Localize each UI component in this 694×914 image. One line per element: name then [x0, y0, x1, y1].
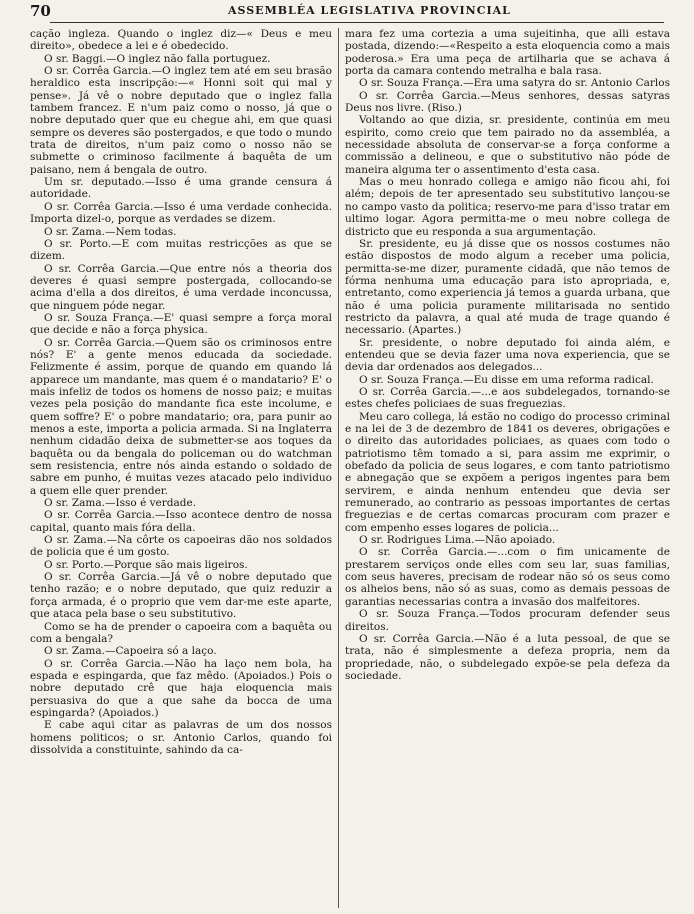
- paragraph: O sr. Corrêa Garcia.—Não ha laço nem bola, ha espada e espingarda, que faz mêdo. (Apoiados.) Pois o nobre deputado crê que haja eloquencia mais persuasiva do que a que sahe da bocca de uma espingarda? (Apoiados.): [30, 657, 332, 719]
- paragraph: O sr. Corrêa Garcia.—Que entre nós a theoria dos deveres é quasi sempre postergada, collocando-se acima d'ella a dos direitos, é uma verdade inconcussa, que ninguem póde negar.: [30, 262, 332, 312]
- paragraph: Sr. presidente, o nobre deputado foi ainda além, e entendeu que se devia fazer uma nova experiencia, que se devia dar ordenados aos delegados...: [345, 336, 670, 374]
- paragraph: O sr. Zama.—Isso é verdade.: [44, 497, 197, 510]
- paragraph: E cabe aqui citar as palavras de um dos nossos homens politicos; o sr. Antonio Carlos, quando foi dissolvida a constituinte, sahindo da ca-: [30, 719, 332, 756]
- paragraph: O sr. Souza França.—Era uma satyra do sr. Antonio Carlos: [359, 77, 670, 90]
- paragraph: Voltando ao que dizia, sr. presidente, continúa em meu espirito, como creio que tem pairado no da assembléa, a necessidade absoluta de conservar-se a força conforme a commissão a delineou, e que o substitutivo não póde de maneira alguma ter o assentimento d'esta casa.: [345, 114, 670, 176]
- paragraph: O sr. Porto.—Porque são mais ligeiros.: [44, 558, 248, 571]
- paragraph: Mas o meu honrado collega e amigo não ficou ahi, foi além; depois de ter apresentado seu substitutivo lançou-se no campo vasto da politica; reservo-me para d'isso tratar em ultimo logar. Agora permitta-me o meu nobre collega de districto que eu responda a sua argumentação.: [345, 176, 670, 238]
- paragraph: O sr. Corrêa Garcia.—Quem são os criminosos entre nós? E' a gente menos educada da sociedade. Felizmente é assim, porque de quando em quando lá apparece um mandante, mas quem é o mandatario? E' o mais infeliz de todos os homens de nosso paiz; e muitas vezes pela posição do mandante fica este incolume, e quem soffre? E' o pobre mandatario; ora, para punir ao menos a este, importa a policia armada. Si na Inglaterra nenhum cidadão deixa de submetter-se aos toques da baquêta ou da bengala do policeman ou do watchman sem resistencia, entre nós ainda estando o soldado de sabre em punho, é muitas vezes atacado pelo individuo a quem elle quer prender.: [30, 336, 332, 497]
- paragraph: O sr. Porto.—E com muitas restricções as que se dizem.: [30, 237, 332, 263]
- left-column: [30, 28, 332, 912]
- running-title: ASSEMBLÉA LEGISLATIVA PROVINCIAL: [228, 4, 511, 17]
- paragraph: O sr. Corrêa Garcia.—Isso acontece dentro de nossa capital, quanto mais fóra della.: [30, 509, 332, 534]
- paragraph: O sr. Corrêa Garcia.—Meus senhores, dessas satyras Deus nos livre. (Riso.): [345, 89, 670, 115]
- paragraph: O sr. Zama.—Nem todas.: [44, 225, 177, 238]
- paragraph: O sr. Souza França.—Todos procuram defender seus direitos.: [345, 608, 670, 633]
- paragraph: Meu caro collega, lá estão no codigo do processo criminal e na lei de 3 de dezembro de 1841 os deveres, obrigações e o direito das autoridades policiaes, as quaes com todo o patriotismo têm tomado a si, para assim me exprimir, o obefado da policia de seus logares, e com tanto patriotismo e abnegação que se expõem a perigos ingentes para bem servirem, e ainda nenhum entendeu que devia ser remunerado, ao contrario as pessoas importantes de certas freguezias e de certas comarcas procuram com prazer e com empenho esses logares de policia...: [345, 410, 670, 534]
- paragraph: O sr. Rodrigues Lima.—Não apoiado.: [359, 534, 556, 547]
- paragraph: Sr. presidente, eu já disse que os nossos costumes não estão dispostos de modo algum a receber uma policia, permitta-se-me dizer, puramente cidadã, que não temos de fórma nenhuma uma educação para isto apropriada, e, entretanto, como experiencia já temos a guarda urbana, que não é uma policia puramente militarisada no sentido restricto da palavra, a qual até muda de trage quando é necessario. (Apartes.): [345, 237, 670, 337]
- paragraph: O sr. Souza França.—Eu disse em uma reforma radical.: [359, 373, 654, 386]
- paragraph: O sr. Baggi.—O inglez não falla portuguez.: [44, 52, 271, 65]
- paragraph: Como se ha de prender o capoeira com a baquêta ou com a bengala?: [30, 620, 332, 645]
- paragraph: O sr. Corrêa Garcia.—Isso é uma verdade conhecida. Importa dizel-o, porque as verdades se dizem.: [30, 200, 332, 226]
- column-divider: [338, 28, 339, 908]
- paragraph: Um sr. deputado.—Isso é uma grande censura á autoridade.: [30, 176, 332, 201]
- page-number: 70: [30, 2, 51, 20]
- paragraph: O sr. Corrêa Garcia.—...com o fim unicamente de prestarem serviços onde elles com seu lar, suas familias, com seus haveres, precisam de rodear não só os seus como os alheios bens, não só as suas, como as demais pessoas de garantias necessarias contra a invasão dos malfeitores.: [345, 546, 670, 608]
- header-rule: [50, 22, 664, 23]
- paragraph: O sr. Zama.—Na côrte os capoeiras dão nos soldados de policia que é um gosto.: [30, 534, 332, 559]
- paragraph: O sr. Corrêa Garcia.—Não é a luta pessoal, de que se trata, não é simplesmente a defeza propria, nem da propriedade, não, o subdelegado expõe-se pela defeza da sociedade.: [345, 632, 670, 682]
- paragraph: O sr. Corrêa Garcia.—O inglez tem até em seu brasão heraldico esta inscripção:—« Honni soit qui mal y pense». Já vê o nobre deputado que o inglez falla tambem francez. E n'um paiz como o nosso, já que o nobre deputado quer que eu chegue ahi, em que quasi sempre os deveres são postergados, e que todo o mundo trata de direitos, n'um paiz como o nosso não se submette o criminoso facilmente á baquêta de um paisano, nem á bengala de outro.: [30, 65, 332, 176]
- paragraph: cação ingleza. Quando o inglez diz—« Deus e meu direito», obedece a lei e é obedecido.: [30, 28, 332, 53]
- paragraph: O sr. Corrêa Garcia.—Já vê o nobre deputado que tenho razão; e o nobre deputado, que quiz reduzir a força armada, é o proprio que vem dar-me este aparte, que ataca pela base o seu substitutivo.: [30, 571, 332, 621]
- right-column: [345, 28, 670, 912]
- paragraph: O sr. Zama.—Capoeira só a laço.: [44, 645, 217, 658]
- page-header: [0, 0, 694, 26]
- paragraph: O sr. Corrêa Garcia.—...e aos subdelegados, tornando-se estes chefes policiaes de suas freguezias.: [345, 385, 670, 411]
- paragraph: O sr. Souza França.—E' quasi sempre a força moral que decide e não a força physica.: [30, 311, 332, 337]
- paragraph: mara fez uma cortezia a uma sujeitinha, que alli estava postada, dizendo:—«Respeito a esta eloquencia como a mais poderosa.» Era uma peça de artilharia que se achava á porta da camara contendo metralha e bala rasa.: [345, 28, 670, 78]
